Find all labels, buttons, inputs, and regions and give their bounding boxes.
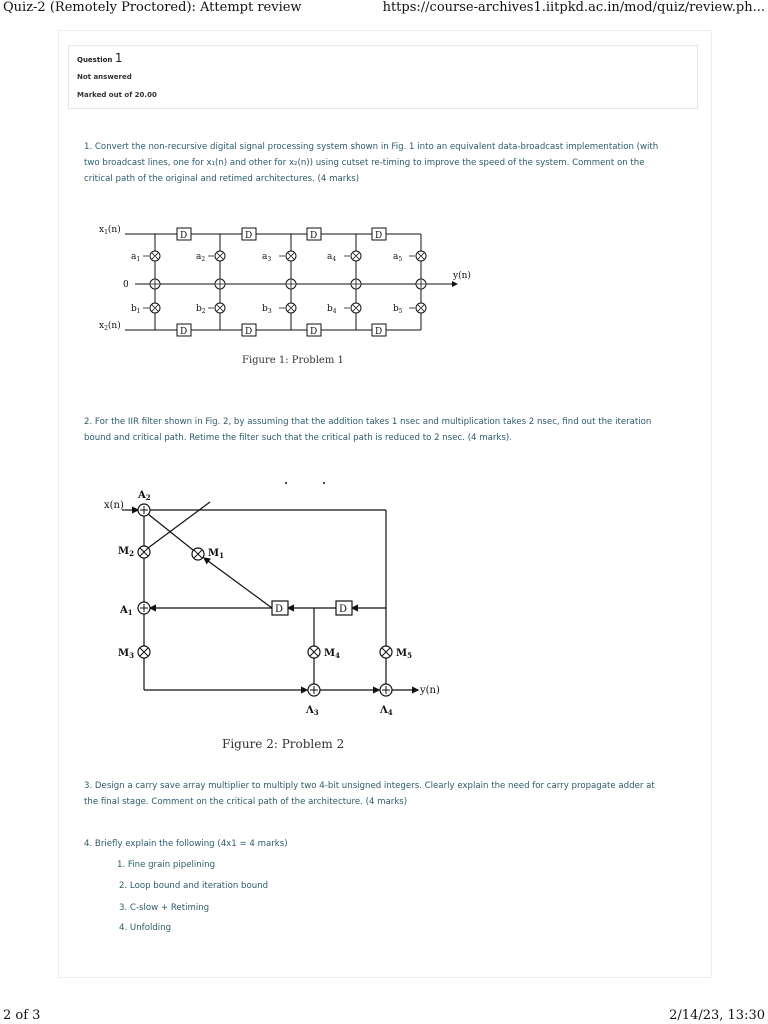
question-label: Question [77, 56, 113, 64]
figure-1-caption: Figure 1: Problem 1 [242, 355, 344, 366]
fig2-label-a4: $\Lambda_4$ [380, 705, 393, 717]
svg-text:b5: $b_5$ [393, 304, 403, 315]
fig1-node-symbols [143, 253, 425, 311]
fig1-delay-label: D [180, 231, 188, 241]
q4-item: 3. C-slow + Retiming [119, 903, 210, 913]
fig2-label-m4: $M_4$ [324, 648, 340, 660]
q2-line2: bound and critical path. Retime the filter such that the critical path is reduced to 2 nsec. (4 marks). [84, 433, 512, 443]
q4-item: 4. Unfolding [119, 923, 172, 933]
question-grade: Marked out of 20.00 [77, 91, 157, 99]
q4-item: 1. Fine grain pipelining [117, 860, 216, 870]
fig2-label-m3: $M_3$ [118, 648, 134, 660]
fig1-delay-label: D [245, 231, 253, 241]
figure-2-diagram [100, 478, 460, 738]
svg-text:a2: $a_2$ [196, 252, 206, 263]
fig1-delay-label: D [245, 327, 253, 337]
svg-text:a3: $a_3$ [262, 252, 272, 263]
q1-text [84, 139, 684, 187]
fig2-nodes [138, 504, 392, 696]
fig2-delay-label: D [275, 604, 284, 615]
print-datetime: 2/14/23, 13:30 [669, 1008, 765, 1023]
svg-text:b3: $b_3$ [262, 304, 272, 315]
fig2-label-m5: $M_5$ [396, 648, 412, 660]
figure-1-diagram [95, 218, 475, 348]
fig2-delay-label: D [339, 604, 348, 615]
fig2-dot [285, 482, 287, 484]
fig2-label-a2: $A_2$ [138, 490, 151, 502]
fig1-output: y(n) [453, 271, 471, 281]
fig2-label-a1: $A_1$ [120, 605, 133, 617]
q2-line1: 2. For the IIR filter shown in Fig. 2, by assuming that the addition takes 1 nsec and multiplication takes 2 nsec, find out the iteration [84, 417, 652, 427]
fig2-label-a3: $\Lambda_3$ [306, 705, 319, 717]
q3-line1: 3. Design a carry save array multiplier to multiply two 4-bit unsigned integers. Clearly explain the need for carry propagate adder at [84, 781, 655, 791]
svg-text:b4: $b_4$ [327, 304, 337, 315]
q1-line2: two broadcast lines, one for x₁(n) and other for x₂(n)) using cutset re-timing to improve the speed of the system. Comment on the [84, 158, 645, 168]
fig1-nodes [150, 251, 426, 313]
fig1-input-x1: $x_1(n)$ [99, 225, 121, 236]
print-footer [0, 1006, 768, 1024]
fig1-input-x2: $x_2(n)$ [99, 321, 121, 332]
svg-text:b2: $b_2$ [196, 304, 206, 315]
fig1-a-labels [131, 252, 402, 263]
fig1-delay-label: D [375, 231, 383, 241]
question-number-value: 1 [114, 51, 123, 65]
page-title: Quiz-2 (Remotely Proctored): Attempt review [3, 0, 302, 15]
svg-text:b1: $b_1$ [131, 304, 141, 315]
question-info-box [68, 45, 698, 109]
fig2-node-symbols [140, 506, 390, 694]
page-counter: 2 of 3 [3, 1008, 41, 1023]
fig2-dot [323, 482, 325, 484]
fig2-label-m1: $M_1$ [208, 548, 224, 560]
fig1-zero-input: 0 [123, 280, 129, 290]
q4-item: 2. Loop bound and iteration bound [119, 881, 269, 891]
svg-text:a1: $a_1$ [131, 252, 141, 263]
svg-text:a4: $a_4$ [327, 252, 337, 263]
print-header [0, 0, 768, 18]
question-state: Not answered [77, 73, 132, 81]
q3-line2: the final stage. Comment on the critical path of the architecture. (4 marks) [84, 797, 408, 807]
q4-intro: 4. Briefly explain the following (4x1 = 4 marks) [84, 839, 288, 849]
fig1-delay-label: D [375, 327, 383, 337]
fig1-delay-label: D [310, 231, 318, 241]
fig1-delay-label: D [310, 327, 318, 337]
fig2-label-m2: $M_2$ [118, 546, 134, 558]
question-number [77, 51, 122, 65]
fig2-output: y(n) [420, 685, 440, 696]
figure-2-caption: Figure 2: Problem 2 [222, 737, 345, 751]
fig1-delay-label: D [180, 327, 188, 337]
page-url: https://course-archives1.iitpkd.ac.in/mod/quiz/review.ph... [382, 0, 765, 15]
fig2-input: x(n) [104, 500, 124, 511]
fig1-b-labels [131, 304, 403, 315]
q3-text [84, 778, 684, 810]
q2-text [84, 414, 684, 446]
q1-line1: 1. Convert the non-recursive digital signal processing system shown in Fig. 1 into an equivalent data-broadcast implementation (with [84, 142, 659, 152]
q1-line3: critical path of the original and retimed architectures. (4 marks) [84, 174, 360, 184]
svg-text:a5: $a_5$ [393, 252, 403, 263]
